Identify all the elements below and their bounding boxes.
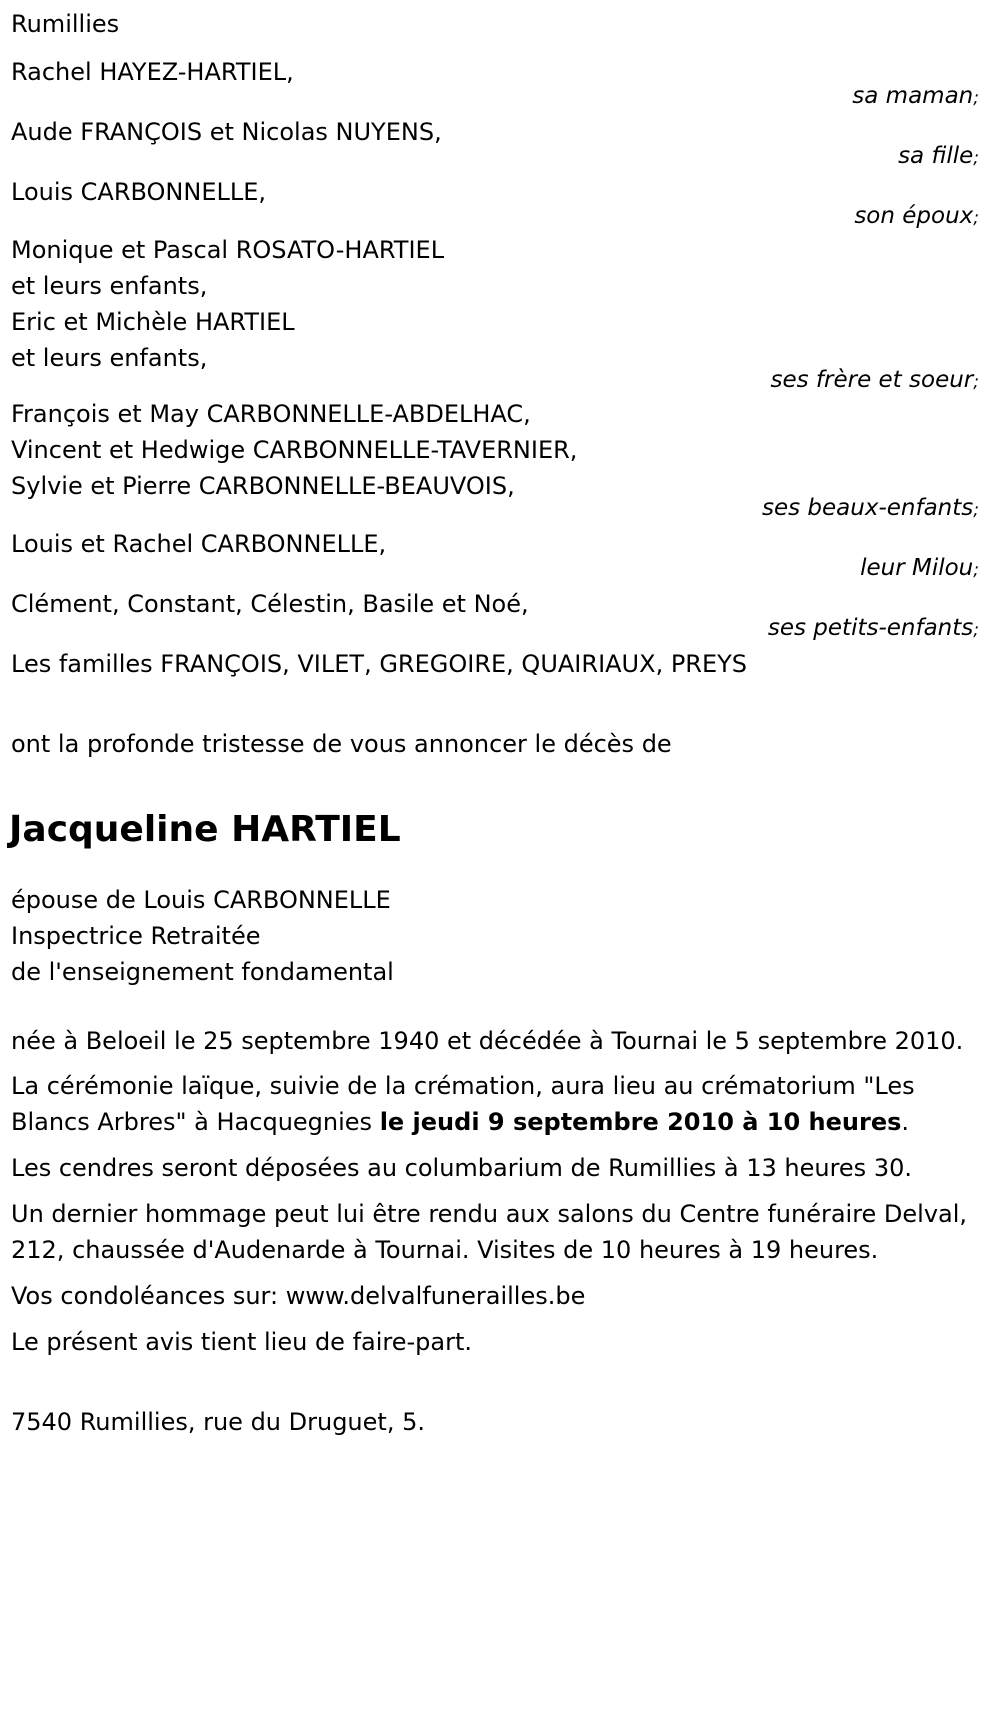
relation-text: sa fille (898, 143, 974, 169)
relation-punct: ; (973, 620, 979, 640)
tribute-text: Un dernier hommage peut lui être rendu aux salons du Centre funéraire Delval, 212, chaussée d'Audenarde à Tournai. Visites de 10 heures à 19 heures. (11, 1200, 968, 1264)
spouse-line: épouse de Louis CARBONNELLE (11, 886, 391, 914)
profession-line: Inspectrice Retraitée (11, 922, 261, 950)
ashes-text: Les cendres seront déposées au columbarium de Rumillies à 13 heures 30. (11, 1154, 912, 1182)
family-group-mother (11, 52, 979, 110)
family-name: Louis et Rachel CARBONNELLE, (11, 530, 387, 558)
relation-text: ses beaux-enfants (762, 495, 974, 521)
deceased-name: Jacqueline HARTIEL (9, 809, 401, 850)
relation-text: ses petits-enfants (767, 615, 974, 641)
family-name: Louis CARBONNELLE, (11, 178, 267, 206)
relation-punct: ; (973, 500, 979, 520)
ceremony-text (11, 1068, 981, 1140)
family-name: Sylvie et Pierre CARBONNELLE-BEAUVOIS, (11, 472, 515, 500)
location-heading: Rumillies (11, 10, 120, 38)
relation-punct: ; (973, 560, 979, 580)
birth-death-text: née à Beloeil le 25 septembre 1940 et décédée à Tournai le 5 septembre 2010. (11, 1027, 964, 1055)
family-group-siblings (11, 232, 979, 394)
family-group-stepchildren (11, 396, 979, 522)
family-name: et leurs enfants, (11, 344, 208, 372)
relation-punct: ; (973, 148, 979, 168)
condolences-link[interactable]: www.delvalfunerailles.be (285, 1282, 586, 1310)
announcement-text: ont la profonde tristesse de vous annoncer le décès de (11, 730, 672, 758)
ceremony-text-main: La cérémonie laïque, suivie de la crémation, aura lieu au crématorium "Les Blancs Arbres" à Hacquegnies (11, 1072, 915, 1136)
relation-text: leur Milou (860, 555, 974, 581)
relation-text: son époux (854, 203, 974, 229)
profession-line-2: de l'enseignement fondamental (11, 958, 394, 986)
deceased-details (11, 882, 979, 990)
relation-punct: ; (973, 208, 979, 228)
relation-punct: ; (973, 372, 979, 392)
family-group-spouse (11, 172, 979, 230)
family-group-milou (11, 524, 979, 582)
family-name: Monique et Pascal ROSATO-HARTIEL (11, 236, 445, 264)
condolences-label: Vos condoléances sur: (11, 1282, 286, 1310)
family-group-daughter (11, 112, 979, 170)
family-name: Clément, Constant, Célestin, Basile et Noé, (11, 590, 529, 618)
faire-part-text: Le présent avis tient lieu de faire-part. (11, 1328, 473, 1356)
relation-text: ses frère et soeur (770, 367, 974, 393)
family-name: Rachel HAYEZ-HARTIEL, (11, 58, 294, 86)
family-name: François et May CARBONNELLE-ABDELHAC, (11, 400, 531, 428)
relation-text: sa maman (852, 83, 974, 109)
family-name: Aude FRANÇOIS et Nicolas NUYENS, (11, 118, 442, 146)
condolences-text (11, 1278, 981, 1314)
other-families: Les familles FRANÇOIS, VILET, GREGOIRE, QUAIRIAUX, PREYS (11, 650, 748, 678)
family-name: et leurs enfants, (11, 272, 208, 300)
family-group-grandchildren (11, 584, 979, 642)
family-name: Eric et Michèle HARTIEL (11, 308, 295, 336)
ceremony-text-end: . (901, 1108, 910, 1136)
ceremony-date-time: le jeudi 9 septembre 2010 à 10 heures (379, 1108, 902, 1136)
relation-punct: ; (973, 88, 979, 108)
address-text: 7540 Rumillies, rue du Druguet, 5. (11, 1408, 425, 1436)
family-name: Vincent et Hedwige CARBONNELLE-TAVERNIER, (11, 436, 578, 464)
